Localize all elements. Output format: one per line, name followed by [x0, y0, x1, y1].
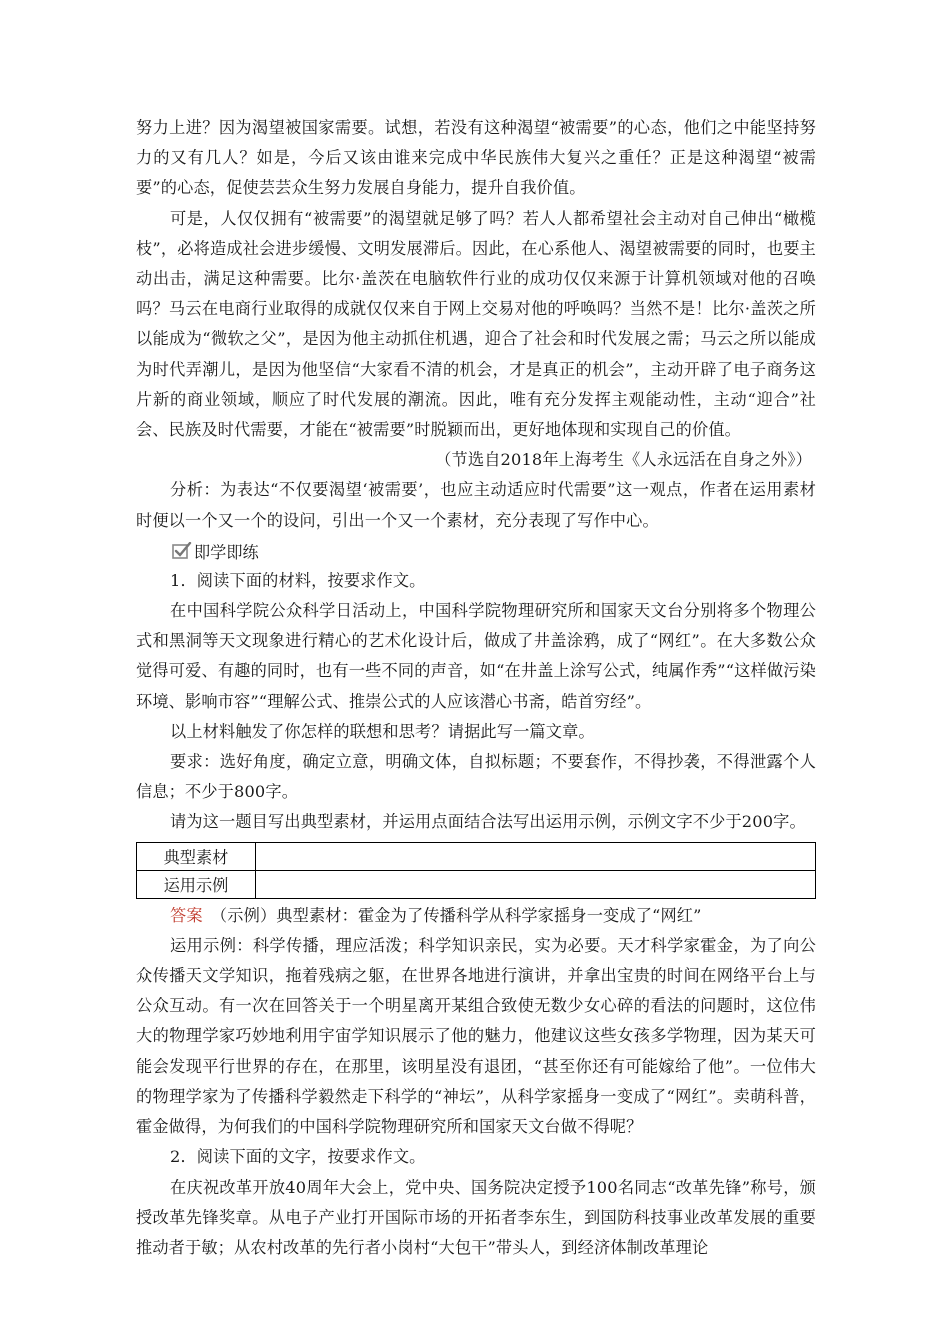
- answer-example: 运用示例：科学传播，理应活泼；科学知识亲民，实为必要。天才科学家霍金，为了向公众传播天文学知识，拖着残病之躯，在世界各地进行演讲，并拿出宝贵的时间在网络平台上与公众互动。有一次在回答关于一个明星离开某组合致使无数少女心碎的看法的问题时，这位伟大的物理学家巧妙地利用宇宙学知识展示了他的魅力，他建议这些女孩多学物理，因为某天可能会发现平行世界的存在，在那里，该明星没有退团，“甚至你还有可能嫁给了他”。一位伟大的物理学家为了传播科学毅然走下科学的“神坛”，从科学家摇身一变成了“网红”。卖萌科普，霍金做得，为何我们的中国科学院物理研究所和国家天文台做不得呢？: [136, 935, 816, 1137]
- answer-line: [136, 901, 816, 931]
- question-1-task: 请为这一题目写出典型素材，并运用点面结合法写出运用示例，示例文字不少于200字。: [170, 812, 806, 832]
- question-1-requirements: 要求：选好角度，确定立意，明确文体，自拟标题；不要套作，不得抄袭，不得泄露个人信息；不少于800字。: [136, 752, 816, 802]
- section-heading: [136, 536, 816, 566]
- source-citation: （节选自2018年上海考生《人永远活在自身之外》）: [435, 450, 812, 470]
- question-1: 1．阅读下面的材料，按要求作文。: [170, 570, 426, 590]
- table-label-material: 典型素材: [137, 842, 256, 870]
- table-row: [137, 870, 816, 898]
- answer-material: （示例）典型素材：霍金为了传播科学从科学家摇身一变成了“网红”: [219, 905, 702, 925]
- answer-table: [136, 842, 816, 899]
- analysis-paragraph: 分析：为表达“不仅要渴望‘被需要’，也应主动适应时代需要”这一观点，作者在运用素材时便以一个又一个的设问，引出一个又一个素材，充分表现了写作中心。: [136, 480, 816, 530]
- checkbox-icon: [172, 542, 192, 560]
- table-cell-example: [256, 870, 816, 898]
- section-title: 即学即练: [194, 542, 259, 562]
- question-2: 2．阅读下面的文字，按要求作文。: [170, 1147, 426, 1167]
- table-label-example: 运用示例: [137, 870, 256, 898]
- question-1-material: 在中国科学院公众科学日活动上，中国科学院物理研究所和国家天文台分别将多个物理公式和黑洞等天文现象进行精心的艺术化设计后，做成了井盖涂鸦，成了“网红”。在大多数公众觉得可爱、有趣的同时，也有一些不同的声音，如“在井盖上涂写公式，纯属作秀”“这样做污染环境、影响市容”“理解公式、推崇公式的人应该潜心书斋，皓首穷经”。: [136, 601, 816, 711]
- paragraph-continuation: 努力上进？因为渴望被国家需要。试想，若没有这种渴望“被需要”的心态，他们之中能坚持努力的又有几人？如是，今后又该由谁来完成中华民族伟大复兴之重任？正是这种渴望“被需要”的心态，促使芸芸众生努力发展自身能力，提升自我价值。: [136, 118, 816, 198]
- question-1-prompt: 以上材料触发了你怎样的联想和思考？请据此写一篇文章。: [170, 721, 595, 741]
- paragraph-argument: 可是，人仅仅拥有“被需要”的渴望就足够了吗？若人人都希望社会主动对自己伸出“橄榄枝”，必将造成社会进步缓慢、文明发展滞后。因此，在心系他人、渴望被需要的同时，也要主动出击，满足这种需要。比尔·盖茨在电脑软件行业的成功仅仅来源于计算机领域对他的召唤吗？马云在电商行业取得的成就仅仅来自于网上交易对他的呼唤吗？当然不是！比尔·盖茨之所以能成为“微软之父”，是因为他主动抓住机遇，迎合了社会和时代发展之需；马云之所以能成为时代弄潮儿，是因为他坚信“大家看不清的机会，才是真正的机会”，主动开辟了电子商务这片新的商业领域，顺应了时代发展的潮流。因此，唯有充分发挥主观能动性，主动“迎合”社会、民族及时代需要，才能在“被需要”时脱颖而出，更好地体现和实现自己的价值。: [136, 208, 816, 440]
- question-2-material: 在庆祝改革开放40周年大会上，党中央、国务院决定授予100名同志“改革先锋”称号，颁授改革先锋奖章。从电子产业打开国际市场的开拓者李东生，到国防科技事业改革发展的重要推动者于敏；从农村改革的先行者小岗村“大包干”带头人，到经济体制改革理论: [136, 1177, 816, 1257]
- table-cell-material: [256, 842, 816, 870]
- table-row: [137, 842, 816, 870]
- document-page: [136, 113, 816, 1263]
- answer-label: 答案: [170, 905, 203, 925]
